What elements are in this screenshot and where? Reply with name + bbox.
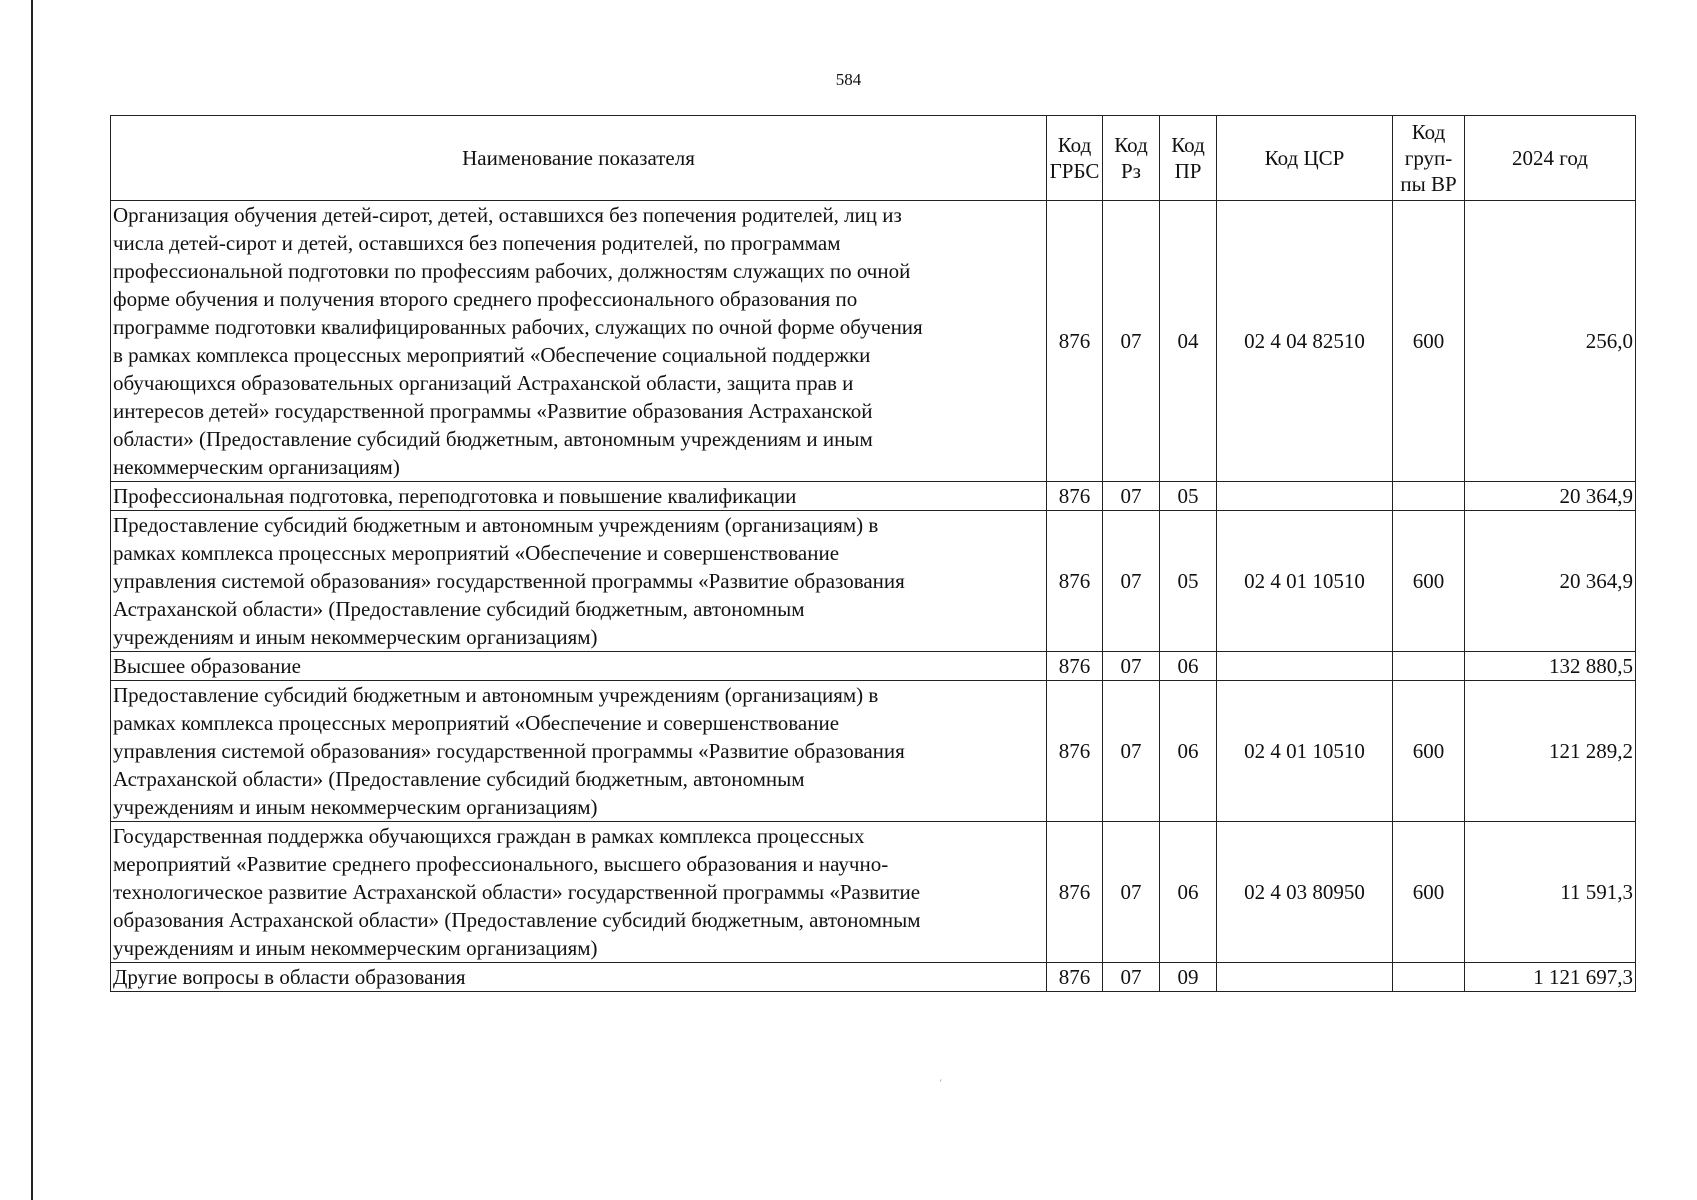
cell-name (111, 482, 1047, 511)
cell-name-line: учреждениям и иным некоммерческим организациям) (113, 625, 598, 649)
cell-vr (1393, 963, 1465, 992)
scan-mark: ' (940, 1078, 942, 1088)
cell-grbs: 876 (1047, 822, 1103, 963)
cell-name-line: интересов детей» государственной программы «Развитие образования Астраханской (113, 399, 873, 423)
cell-pr: 06 (1160, 681, 1217, 822)
cell-name-line: технологическое развитие Астраханской области» государственной программы «Развитие (113, 880, 921, 904)
cell-vr (1393, 652, 1465, 681)
cell-name-line: области» (Предоставление субсидий бюджетным, автономным учреждениям и иным (113, 427, 873, 451)
cell-rz: 07 (1103, 822, 1160, 963)
cell-vr: 600 (1393, 201, 1465, 482)
cell-amount: 11 591,3 (1465, 822, 1636, 963)
cell-pr: 06 (1160, 822, 1217, 963)
cell-amount: 132 880,5 (1465, 652, 1636, 681)
cell-name-line: числа детей-сирот и детей, оставшихся без попечения родителей, по программам (113, 231, 841, 255)
cell-name-line: рамках комплекса процессных мероприятий «Обеспечение и совершенствование (113, 711, 840, 735)
cell-name-line: Профессиональная подготовка, переподготовка и повышение квалификации (113, 484, 797, 508)
cell-csr: 02 4 01 10510 (1217, 511, 1393, 652)
header-year: 2024 год (1465, 116, 1636, 201)
cell-rz: 07 (1103, 511, 1160, 652)
cell-name-line: учреждениям и иным некоммерческим организациям) (113, 936, 598, 960)
cell-amount: 20 364,9 (1465, 511, 1636, 652)
header-csr: Код ЦСР (1217, 116, 1393, 201)
cell-csr (1217, 963, 1393, 992)
cell-name-line: обучающихся образовательных организаций Астраханской области, защита прав и (113, 371, 854, 395)
cell-pr: 06 (1160, 652, 1217, 681)
table-row (111, 652, 1636, 681)
cell-csr: 02 4 03 80950 (1217, 822, 1393, 963)
header-name: Наименование показателя (111, 116, 1047, 201)
table-row (111, 511, 1636, 652)
cell-pr: 05 (1160, 482, 1217, 511)
header-grbs: Код ГРБС (1047, 116, 1103, 201)
page-number: 584 (835, 70, 862, 89)
cell-csr: 02 4 01 10510 (1217, 681, 1393, 822)
cell-name-line: образования Астраханской области» (Предоставление субсидий бюджетным, автономным (113, 908, 921, 932)
cell-name-line: Государственная поддержка обучающихся граждан в рамках комплекса процессных (113, 824, 865, 848)
cell-name-line: Астраханской области» (Предоставление субсидий бюджетным, автономным (113, 767, 805, 791)
cell-name-line: учреждениям и иным некоммерческим организациям) (113, 795, 598, 819)
header-vr: Код груп- пы ВР (1393, 116, 1465, 201)
cell-name-line: Астраханской области» (Предоставление субсидий бюджетным, автономным (113, 597, 805, 621)
table-row (111, 963, 1636, 992)
cell-name-line: Организация обучения детей-сирот, детей, оставшихся без попечения родителей, лиц из (113, 203, 902, 227)
cell-name (111, 681, 1047, 822)
cell-name (111, 963, 1047, 992)
table-body (111, 201, 1636, 992)
cell-name-line: в рамках комплекса процессных мероприятий «Обеспечение социальной поддержки (113, 343, 871, 367)
cell-rz: 07 (1103, 201, 1160, 482)
table-row (111, 822, 1636, 963)
cell-name (111, 511, 1047, 652)
cell-vr: 600 (1393, 681, 1465, 822)
cell-grbs: 876 (1047, 482, 1103, 511)
cell-name-line: программе подготовки квалифицированных рабочих, служащих по очной форме обучения (113, 315, 923, 339)
cell-name-line: управления системой образования» государственной программы «Развитие образования (113, 569, 905, 593)
cell-pr: 09 (1160, 963, 1217, 992)
header-rz: Код Рз (1103, 116, 1160, 201)
cell-name-line: Другие вопросы в области образования (113, 965, 466, 989)
cell-amount: 20 364,9 (1465, 482, 1636, 511)
page-left-border (31, 0, 33, 1200)
table-header-row (111, 116, 1636, 201)
cell-name-line: Предоставление субсидий бюджетным и автономным учреждениям (организациям) в (113, 683, 879, 707)
cell-pr: 05 (1160, 511, 1217, 652)
cell-csr (1217, 652, 1393, 681)
table-row (111, 681, 1636, 822)
table-row (111, 201, 1636, 482)
cell-pr: 04 (1160, 201, 1217, 482)
cell-grbs: 876 (1047, 201, 1103, 482)
cell-vr (1393, 482, 1465, 511)
cell-amount: 121 289,2 (1465, 681, 1636, 822)
cell-name-line: управления системой образования» государственной программы «Развитие образования (113, 739, 905, 763)
header-pr: Код ПР (1160, 116, 1217, 201)
cell-name-line: профессиональной подготовки по профессиям рабочих, должностям служащих по очной (113, 259, 911, 283)
cell-name (111, 652, 1047, 681)
cell-vr: 600 (1393, 822, 1465, 963)
cell-name (111, 822, 1047, 963)
cell-amount: 1 121 697,3 (1465, 963, 1636, 992)
cell-vr: 600 (1393, 511, 1465, 652)
budget-table (110, 115, 1636, 992)
cell-grbs: 876 (1047, 511, 1103, 652)
cell-name-line: некоммерческим организациям) (113, 455, 400, 479)
cell-rz: 07 (1103, 482, 1160, 511)
cell-name (111, 201, 1047, 482)
cell-rz: 07 (1103, 963, 1160, 992)
cell-grbs: 876 (1047, 963, 1103, 992)
cell-name-line: Высшее образование (113, 654, 301, 678)
cell-name-line: форме обучения и получения второго среднего профессионального образования по (113, 287, 858, 311)
cell-name-line: мероприятий «Развитие среднего профессионального, высшего образования и научно- (113, 852, 889, 876)
cell-amount: 256,0 (1465, 201, 1636, 482)
cell-csr (1217, 482, 1393, 511)
cell-csr: 02 4 04 82510 (1217, 201, 1393, 482)
cell-grbs: 876 (1047, 652, 1103, 681)
cell-grbs: 876 (1047, 681, 1103, 822)
table-row (111, 482, 1636, 511)
cell-rz: 07 (1103, 652, 1160, 681)
cell-rz: 07 (1103, 681, 1160, 822)
cell-name-line: Предоставление субсидий бюджетным и автономным учреждениям (организациям) в (113, 513, 879, 537)
cell-name-line: рамках комплекса процессных мероприятий «Обеспечение и совершенствование (113, 541, 840, 565)
